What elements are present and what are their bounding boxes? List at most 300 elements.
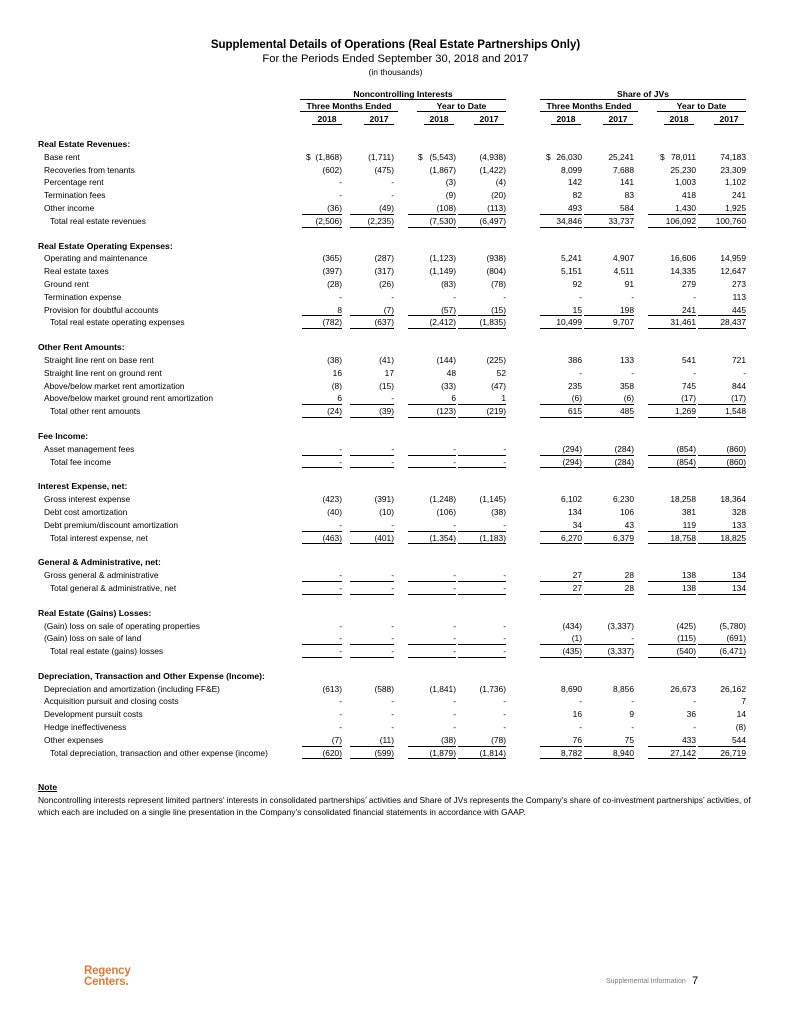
table-row — [0, 708, 791, 721]
value-cell: - — [350, 392, 394, 405]
value-cell: (3,337) — [607, 620, 634, 631]
value-cell: (1,868) — [315, 151, 342, 162]
value-cell: - — [408, 645, 456, 658]
value-cell: (463) — [302, 532, 342, 545]
value-cell: - — [693, 367, 696, 378]
value-cell: 52 — [496, 367, 506, 378]
value-cell: 6,102 — [561, 494, 582, 505]
value-cell: 14 — [736, 709, 746, 720]
value-cell: (20) — [491, 190, 506, 201]
value-cell: - — [458, 569, 506, 582]
row-label: Above/below market ground rent amortization — [44, 393, 213, 404]
table-row — [0, 506, 791, 519]
row-label: Total real estate revenues — [50, 215, 146, 226]
value-cell: 76 — [540, 734, 582, 747]
year-header-nci-ytd-2018: 2018 — [424, 114, 454, 125]
value-cell: 541 — [682, 354, 696, 365]
value-cell: 8,782 — [540, 747, 582, 760]
table-row — [0, 202, 791, 215]
section-title: Real Estate (Gains) Losses: — [38, 607, 152, 618]
table-row — [0, 493, 791, 506]
value-cell: 198 — [584, 304, 634, 317]
value-cell: 16,606 — [670, 253, 696, 264]
note-text: Noncontrolling interests represent limited partners’ interests in consolidated partnerships’ activities and Share of JVs represents the Company’s share of co-investment partnerships’ activities, of which each are included on a single line presentation in the Company’s consolidated financial statements in accordance with GAAP. — [38, 794, 751, 818]
value-cell: - — [339, 620, 342, 631]
value-cell: 8,099 — [561, 164, 582, 175]
value-cell: (78) — [458, 734, 506, 747]
value-cell: 113 — [732, 291, 746, 302]
value-cell: (691) — [698, 632, 746, 645]
value-cell: (123) — [408, 405, 456, 418]
value-cell: - — [503, 620, 506, 631]
value-cell: (8) — [331, 380, 342, 391]
value-cell: - — [408, 632, 456, 645]
value-cell: - — [302, 632, 342, 645]
value-cell: (6,471) — [698, 645, 746, 658]
row-label: Total real estate (gains) losses — [50, 646, 164, 657]
report-units: (in thousands) — [368, 67, 423, 77]
section-spacer — [0, 468, 791, 480]
value-cell: (620) — [302, 747, 342, 760]
row-label: Total general & administrative, net — [50, 582, 177, 593]
value-cell: (108) — [408, 202, 456, 215]
table-row — [0, 392, 791, 405]
value-cell: 5,151 — [561, 266, 582, 277]
value-cell: 9,707 — [584, 316, 634, 329]
value-cell: (5,543) — [429, 151, 456, 162]
section-heading — [0, 341, 791, 354]
value-cell: 142 — [568, 177, 582, 188]
value-cell: 615 — [540, 405, 582, 418]
value-cell: (6) — [584, 392, 634, 405]
value-cell: 43 — [584, 519, 634, 532]
value-cell: 134 — [568, 506, 582, 517]
currency-symbol: $ — [306, 151, 311, 162]
value-cell: 8,690 — [561, 683, 582, 694]
value-cell: (2,506) — [302, 215, 342, 228]
value-cell: 16 — [572, 709, 582, 720]
value-cell: - — [453, 620, 456, 631]
value-cell: - — [503, 696, 506, 707]
value-cell: 91 — [624, 278, 634, 289]
value-cell: 6,379 — [584, 532, 634, 545]
total-row — [0, 645, 791, 658]
value-cell: (1,183) — [458, 532, 506, 545]
value-cell: (1,145) — [479, 494, 506, 505]
value-cell: 28 — [584, 582, 634, 595]
section-title: Other Rent Amounts: — [38, 342, 125, 353]
value-cell: - — [743, 367, 746, 378]
value-cell: (397) — [322, 266, 342, 277]
value-cell: (57) — [408, 304, 456, 317]
value-cell: - — [458, 519, 506, 532]
note-title: Note — [38, 782, 58, 792]
table-row — [0, 620, 791, 633]
value-cell: (287) — [374, 253, 394, 264]
value-cell: (317) — [374, 266, 394, 277]
value-cell: 6 — [302, 392, 342, 405]
row-label: Straight line rent on base rent — [44, 354, 154, 365]
table-row — [0, 189, 791, 202]
value-cell: 48 — [446, 367, 456, 378]
value-cell: (1,711) — [368, 151, 394, 162]
year-header-jv-ytd-2018: 2018 — [664, 114, 694, 125]
value-cell: - — [350, 456, 394, 469]
value-cell: 4,907 — [613, 253, 634, 264]
note-section — [38, 781, 753, 819]
section-title: Real Estate Revenues: — [38, 139, 131, 149]
value-cell: - — [584, 632, 634, 645]
value-cell: - — [458, 443, 506, 456]
value-cell: 100,760 — [698, 215, 746, 228]
total-row — [0, 456, 791, 469]
total-row — [0, 405, 791, 418]
value-cell: - — [350, 632, 394, 645]
table-row — [0, 354, 791, 367]
value-cell: (24) — [302, 405, 342, 418]
value-cell: (5,780) — [719, 620, 746, 631]
value-cell: (7) — [302, 734, 342, 747]
value-cell: (854) — [648, 443, 696, 456]
value-cell: 25,241 — [608, 151, 634, 162]
value-cell: 433 — [648, 734, 696, 747]
value-cell: - — [339, 696, 342, 707]
value-cell: - — [453, 291, 456, 302]
section-title: General & Administrative, net: — [38, 557, 161, 568]
page-number: 7 — [692, 975, 699, 987]
value-cell: (38) — [327, 354, 342, 365]
total-row — [0, 215, 791, 228]
value-cell: - — [302, 443, 342, 456]
value-cell: - — [350, 645, 394, 658]
value-cell: (4) — [495, 177, 506, 188]
value-cell: 745 — [682, 380, 696, 391]
value-cell: - — [339, 722, 342, 733]
value-cell: (1,736) — [479, 683, 506, 694]
value-cell: 106,092 — [648, 215, 696, 228]
row-label: Termination expense — [44, 291, 122, 302]
row-label: Straight line rent on ground rent — [44, 367, 162, 378]
currency-symbol: $ — [546, 151, 551, 162]
row-label: Above/below market rent amortization — [44, 380, 185, 391]
value-cell: 8,940 — [584, 747, 634, 760]
table-row — [0, 164, 791, 177]
value-cell: 1,269 — [648, 405, 696, 418]
value-cell: (423) — [322, 494, 342, 505]
total-row — [0, 582, 791, 595]
value-cell: 141 — [620, 177, 634, 188]
value-cell: (1,879) — [408, 747, 456, 760]
table-row — [0, 151, 791, 164]
subheader-three-months-nci: Three Months Ended — [300, 101, 398, 112]
subheader-three-months-jv: Three Months Ended — [540, 101, 638, 112]
footer-label: Supplemental Information — [606, 978, 686, 985]
value-cell: 279 — [682, 278, 696, 289]
value-cell: - — [391, 177, 394, 188]
year-header-nci-3m-2018: 2018 — [312, 114, 342, 125]
value-cell: 133 — [620, 354, 634, 365]
value-cell: (637) — [350, 316, 394, 329]
section-heading — [0, 556, 791, 569]
value-cell: 92 — [572, 278, 582, 289]
row-label: Recoveries from tenants — [44, 164, 135, 175]
value-cell: - — [391, 190, 394, 201]
row-label: Provision for doubtful accounts — [44, 304, 159, 315]
value-cell: 584 — [584, 202, 634, 215]
table-row — [0, 695, 791, 708]
value-cell: - — [631, 291, 634, 302]
value-cell: - — [391, 620, 394, 631]
value-cell: (860) — [698, 443, 746, 456]
table-row — [0, 291, 791, 304]
row-label: Debt premium/discount amortization — [44, 519, 179, 530]
value-cell: - — [631, 367, 634, 378]
value-cell: - — [579, 291, 582, 302]
value-cell: (7) — [350, 304, 394, 317]
value-cell: (425) — [676, 620, 696, 631]
value-cell: (854) — [648, 456, 696, 469]
value-cell: 544 — [698, 734, 746, 747]
value-cell: 18,364 — [720, 494, 746, 505]
year-header-jv-3m-2017: 2017 — [603, 114, 633, 125]
section-spacer — [0, 658, 791, 670]
value-cell: 28,437 — [698, 316, 746, 329]
value-cell: (38) — [408, 734, 456, 747]
value-cell: (33) — [441, 380, 456, 391]
value-cell: - — [339, 709, 342, 720]
value-cell: - — [458, 645, 506, 658]
group-header-noncontrolling: Noncontrolling Interests — [300, 89, 506, 100]
value-cell: (391) — [374, 494, 394, 505]
row-label: Total depreciation, transaction and other expense (income) — [50, 747, 268, 758]
value-cell: (1,123) — [429, 253, 456, 264]
value-cell: 119 — [648, 519, 696, 532]
value-cell: 1,430 — [648, 202, 696, 215]
value-cell: 27,142 — [648, 747, 696, 760]
value-cell: 7,688 — [613, 164, 634, 175]
value-cell: 26,719 — [698, 747, 746, 760]
value-cell: (588) — [374, 683, 394, 694]
value-cell: 10,499 — [540, 316, 582, 329]
value-cell: (17) — [698, 392, 746, 405]
year-header-jv-3m-2018: 2018 — [551, 114, 581, 125]
report-title: Supplemental Details of Operations (Real Estate Partnerships Only) — [210, 39, 581, 51]
value-cell: - — [408, 443, 456, 456]
value-cell: (41) — [379, 354, 394, 365]
value-cell: (1,149) — [429, 266, 456, 277]
value-cell: 358 — [620, 380, 634, 391]
value-cell: 18,258 — [670, 494, 696, 505]
value-cell: - — [302, 569, 342, 582]
table-row — [0, 252, 791, 265]
value-cell: - — [339, 177, 342, 188]
value-cell: (294) — [540, 456, 582, 469]
value-cell: (9) — [445, 190, 456, 201]
value-cell: (613) — [322, 683, 342, 694]
section-title: Interest Expense, net: — [38, 481, 128, 492]
value-cell: 381 — [682, 506, 696, 517]
value-cell: 1,102 — [725, 177, 746, 188]
value-cell: - — [503, 291, 506, 302]
value-cell: - — [302, 519, 342, 532]
value-cell: 83 — [624, 190, 634, 201]
value-cell: (938) — [486, 253, 506, 264]
value-cell: - — [391, 696, 394, 707]
value-cell: - — [339, 291, 342, 302]
value-cell: (6,497) — [458, 215, 506, 228]
value-cell: (8) — [735, 722, 746, 733]
value-cell: - — [408, 569, 456, 582]
section-heading — [0, 138, 791, 151]
value-cell: 138 — [648, 582, 696, 595]
value-cell: (78) — [491, 278, 506, 289]
value-cell: 18,758 — [648, 532, 696, 545]
row-label: Depreciation and amortization (including FF&E) — [44, 683, 220, 694]
row-label: Debt cost amortization — [44, 506, 128, 517]
value-cell: (401) — [350, 532, 394, 545]
table-row — [0, 367, 791, 380]
value-cell: 844 — [732, 380, 746, 391]
section-spacer — [0, 418, 791, 430]
section-heading — [0, 430, 791, 443]
value-cell: (1,835) — [458, 316, 506, 329]
value-cell: - — [579, 696, 582, 707]
table-row — [0, 176, 791, 189]
value-cell: - — [458, 456, 506, 469]
report-subtitle: For the Periods Ended September 30, 2018 and 2017 — [262, 53, 529, 65]
value-cell: (144) — [436, 354, 456, 365]
subheader-ytd-nci: Year to Date — [417, 101, 506, 112]
value-cell: 273 — [732, 278, 746, 289]
value-cell: 485 — [584, 405, 634, 418]
value-cell: 14,959 — [720, 253, 746, 264]
value-cell: (10) — [379, 506, 394, 517]
value-cell: - — [408, 456, 456, 469]
value-cell: 27 — [540, 582, 582, 595]
value-cell: 1,003 — [675, 177, 696, 188]
value-cell: - — [350, 519, 394, 532]
value-cell: (106) — [436, 506, 456, 517]
value-cell: (294) — [540, 443, 582, 456]
currency-symbol: $ — [418, 151, 423, 162]
section-heading — [0, 607, 791, 620]
value-cell: 235 — [568, 380, 582, 391]
logo-line-1: Regency — [84, 965, 131, 977]
subheader-ytd-jv: Year to Date — [657, 101, 746, 112]
value-cell: (26) — [379, 278, 394, 289]
row-label: Ground rent — [44, 278, 89, 289]
row-label: Termination fees — [44, 190, 106, 201]
logo-line-2: Centers. — [84, 976, 129, 988]
value-cell: 8,856 — [613, 683, 634, 694]
value-cell: 23,309 — [720, 164, 746, 175]
value-cell: (113) — [458, 202, 506, 215]
value-cell: 25,230 — [670, 164, 696, 175]
value-cell: (115) — [648, 632, 696, 645]
row-label: Other expenses — [44, 734, 104, 745]
value-cell: (284) — [584, 443, 634, 456]
value-cell: 493 — [540, 202, 582, 215]
section-heading — [0, 240, 791, 253]
section-heading — [0, 480, 791, 493]
total-row — [0, 316, 791, 329]
table-row — [0, 519, 791, 532]
value-cell: 4,511 — [613, 266, 634, 277]
section-title: Fee Income: — [38, 430, 89, 441]
row-label: Base rent — [44, 151, 80, 162]
value-cell: (40) — [327, 506, 342, 517]
table-row — [0, 721, 791, 734]
value-cell: - — [458, 582, 506, 595]
value-cell: 6,270 — [540, 532, 582, 545]
table-row — [0, 683, 791, 696]
value-cell: - — [391, 709, 394, 720]
value-cell: - — [453, 722, 456, 733]
value-cell: - — [350, 443, 394, 456]
value-cell: (3) — [445, 177, 456, 188]
value-cell: - — [408, 582, 456, 595]
value-cell: 721 — [732, 354, 746, 365]
table-row — [0, 734, 791, 747]
section-title: Depreciation, Transaction and Other Expense (Income): — [38, 670, 265, 681]
value-cell: 133 — [698, 519, 746, 532]
table-row — [0, 304, 791, 317]
section-spacer — [0, 228, 791, 240]
value-cell: - — [302, 582, 342, 595]
value-cell: 31,461 — [648, 316, 696, 329]
value-cell: - — [458, 632, 506, 645]
value-cell: - — [631, 696, 634, 707]
value-cell: - — [693, 696, 696, 707]
value-cell: - — [503, 709, 506, 720]
value-cell: - — [350, 582, 394, 595]
value-cell: 36 — [686, 709, 696, 720]
value-cell: 28 — [584, 569, 634, 582]
value-cell: (225) — [486, 354, 506, 365]
table-row — [0, 632, 791, 645]
row-label: Total real estate operating expenses — [50, 317, 185, 328]
table-row — [0, 278, 791, 291]
value-cell: (83) — [441, 278, 456, 289]
value-cell: (36) — [302, 202, 342, 215]
value-cell: 12,647 — [720, 266, 746, 277]
value-cell: 18,825 — [698, 532, 746, 545]
row-label: (Gain) loss on sale of operating properties — [44, 620, 200, 631]
row-label: (Gain) loss on sale of land — [44, 633, 142, 644]
value-cell: (1) — [540, 632, 582, 645]
row-label: Gross interest expense — [44, 494, 131, 505]
value-cell: (219) — [458, 405, 506, 418]
value-cell: (475) — [374, 164, 394, 175]
value-cell: 386 — [568, 354, 582, 365]
value-cell: (4,938) — [479, 151, 506, 162]
value-cell: 445 — [698, 304, 746, 317]
value-cell: (39) — [350, 405, 394, 418]
value-cell: 106 — [620, 506, 634, 517]
financial-table — [0, 138, 791, 759]
value-cell: 17 — [384, 367, 394, 378]
value-cell: 9 — [629, 709, 634, 720]
value-cell: (15) — [458, 304, 506, 317]
row-label: Total fee income — [50, 456, 111, 467]
value-cell: 34 — [540, 519, 582, 532]
value-cell: (435) — [540, 645, 582, 658]
row-label: Hedge ineffectiveness — [44, 722, 127, 733]
year-header-jv-ytd-2017: 2017 — [714, 114, 744, 125]
value-cell: 15 — [540, 304, 582, 317]
currency-symbol: $ — [660, 151, 665, 162]
row-label: Development pursuit costs — [44, 709, 143, 720]
